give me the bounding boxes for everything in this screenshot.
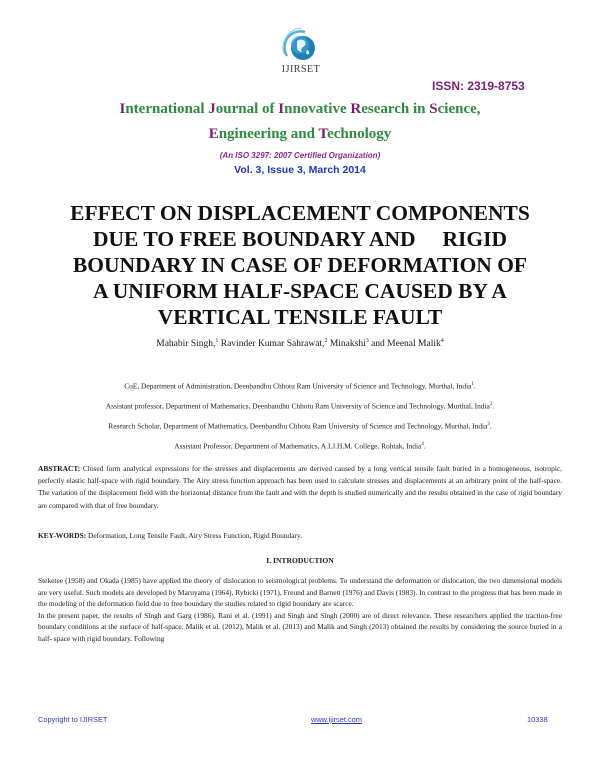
title-line: EFFECT ON DISPLACEMENT COMPONENTS	[70, 201, 530, 225]
affiliation: Assistant professor, Department of Mathematics, Deenbandhu Chhotu Ram University of Science and Technology, Murthal, India$^2$.	[105, 401, 495, 411]
author: Mahabir Singh,	[156, 339, 216, 350]
footer-copyright: Copyright to IJIRSET	[38, 715, 108, 724]
title-line: A UNIFORM HALF-SPACE CAUSED BY A	[93, 279, 507, 303]
abstract-text: Closed form analytical expressions for the stresses and displacements are derived caused by a long vertical tensile fault buried in a homogeneous, isotropic, perfectly elastic half-space with rigid boundary. The Airy stress function approach has been used to calculate stresses and displacements at an arbitrary point of the half-space. The variation of the displacement field with the horizontal distance from the fault and with the depth is studied numerically and the results obtained in the case of rigid boundary are compared with that of free boundary.	[38, 464, 562, 510]
title-line: BOUNDARY IN CASE OF DEFORMATION OF	[72, 253, 528, 277]
abstract	[38, 463, 562, 512]
journal-name-line2: Engineering and Technology	[208, 126, 392, 142]
keywords	[38, 531, 562, 540]
keywords-text: Deformation, Long Tensile Fault, Airy Stress Function, Rigid Boundary.	[86, 531, 303, 540]
globe-icon	[265, 26, 337, 66]
page-number: 10338	[527, 715, 548, 724]
title-line: VERTICAL TENSILE FAULT	[157, 305, 443, 329]
issn: ISSN: 2319-8753	[432, 79, 525, 93]
affiliation: CoE, Department of Administration, Deenbandhu Chhotu Ram University of Science and Technology, Murthal, India$^1$.	[124, 381, 476, 391]
author: Ravinder Kumar Sahrawat,	[218, 339, 325, 350]
author: Minakshi	[327, 339, 366, 350]
journal-name-line1: International Journal of Innovative Research in Science,	[119, 101, 481, 117]
logo-text: IJIRSET	[281, 64, 321, 75]
iso-certification-note: (An ISO 3297: 2007 Certified Organization)	[219, 151, 381, 160]
paper-title	[60, 200, 540, 330]
paragraph: In the present paper, the results of Singh and Garg (1986), Rani et al. (1991) and Singh and Singh (2000) are of direct relevance. These researchers applied the traction-free boundary conditions at the surface of half-space. Malik et al. (2012), Malik et al. (2013) and Malik and Singh (2013) obtained the results by considering the source buried in a half- space with rigid boundary. Following	[38, 610, 562, 643]
title-line: DUE TO FREE BOUNDARY AND RIGID	[93, 227, 507, 251]
affiliations	[0, 376, 600, 456]
affiliation: Assistant Professor, Department of Mathematics, A.I.J.H.M. College, Rohtak, India$^4$.	[174, 441, 426, 451]
keywords-label: KEY-WORDS:	[38, 531, 87, 540]
author: and Meenal Malik	[368, 339, 441, 350]
abstract-label: ABSTRACT:	[38, 464, 81, 473]
introduction-body	[38, 575, 562, 645]
author-list: Mahabir Singh,$^1$ Ravinder Kumar Sahrawat,$^2$ Minakshi$^3$ and Meenal Malik$^4$	[156, 338, 444, 350]
journal-logo	[265, 26, 337, 78]
paragraph: Steketee (1958) and Okada (1985) have applied the theory of dislocation to seismological problems. To understand the deformation or dislocation, the two dimensional models are very useful. Such models are developed by Maruyama (1964), Rybicki (1971), Freund and Barnett (1976) and Davis (1983). In contrast to the progress that has been made in the modeling of the deformation field due to free boundary the studies related to rigid boundary are scarce.	[38, 576, 562, 609]
volume-issue: Vol. 3, Issue 3, March 2014	[234, 164, 366, 176]
footer-website-link[interactable]: www.ijirset.com	[311, 715, 362, 724]
affiliation: Research Scholar, Department of Mathematics, Deenbandhu Chhotu Ram University of Science and Technology, Murthal, India$^3$.	[108, 421, 492, 431]
section-heading-introduction: I. INTRODUCTION	[266, 556, 334, 565]
